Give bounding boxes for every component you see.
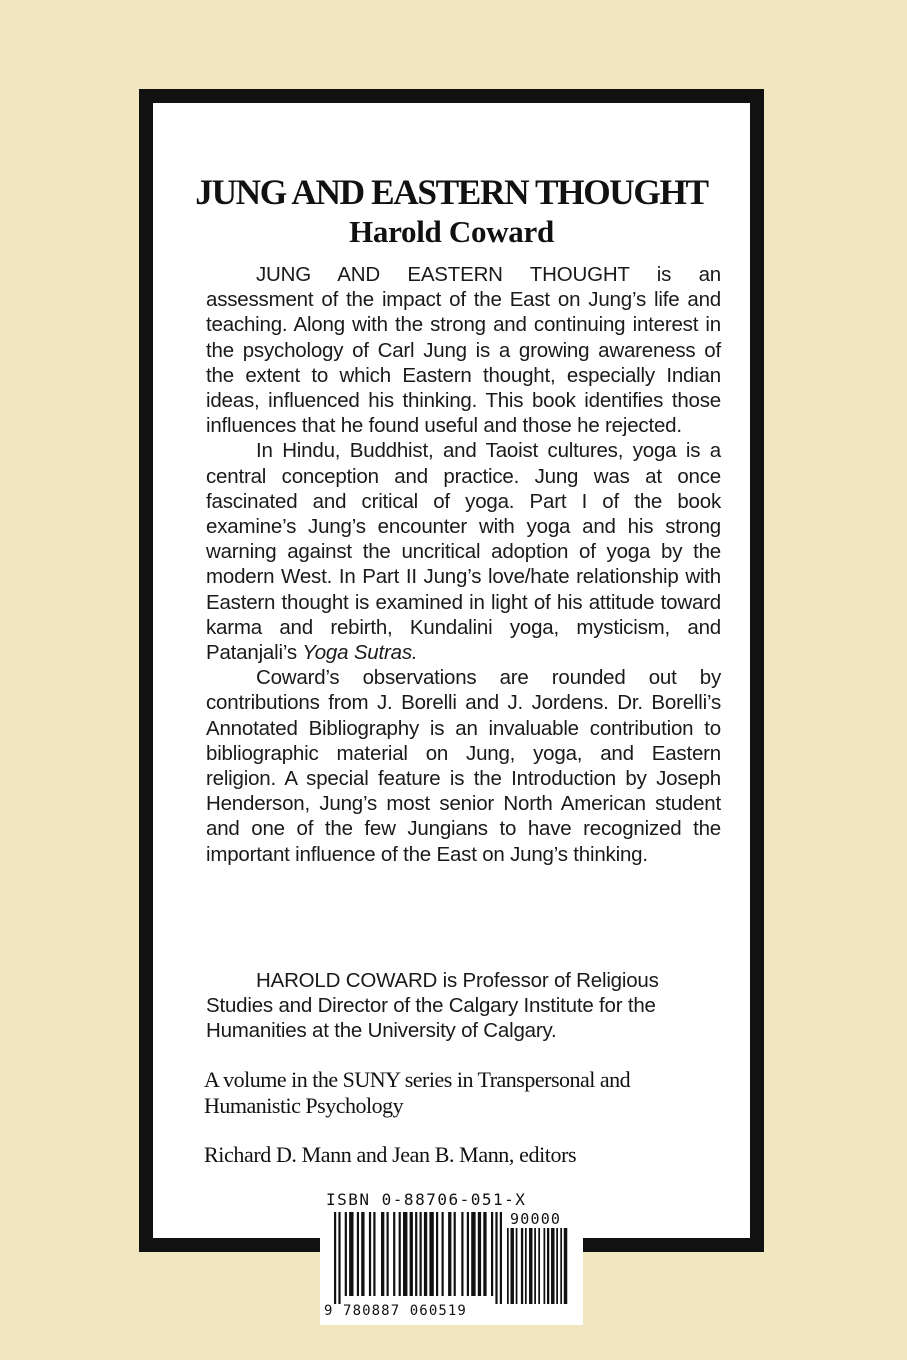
barcode-bar — [338, 1212, 340, 1304]
barcode-bar — [556, 1228, 558, 1304]
barcode-bar — [525, 1228, 527, 1304]
description-paragraph-2 — [206, 438, 721, 665]
barcode-bar — [516, 1228, 518, 1304]
barcode-bar — [521, 1228, 523, 1304]
book-description — [206, 262, 721, 867]
barcode-bar — [500, 1212, 502, 1304]
barcode-bar — [334, 1212, 336, 1304]
ean-barcode-bars — [334, 1212, 502, 1304]
series-editors: Richard D. Mann and Jean B. Mann, editors — [204, 1142, 577, 1167]
barcode-bar — [491, 1212, 493, 1296]
barcode-bar — [369, 1212, 371, 1296]
barcode-bar — [415, 1212, 417, 1296]
price-code: 90000 — [510, 1210, 562, 1228]
book-author: Harold Coward — [349, 214, 554, 249]
author-bio-text: HAROLD COWARD is Professor of Religious Studies and Director of the Calgary Institute for the Humanities at the University of Calgary. — [206, 969, 659, 1043]
barcode-bar — [461, 1212, 463, 1296]
barcode-bar — [547, 1228, 549, 1304]
cover-frame — [139, 89, 764, 1252]
barcode-bar — [510, 1228, 513, 1304]
barcode-block — [320, 1190, 583, 1325]
barcode-bar — [534, 1228, 536, 1304]
book-title: JUNG AND EASTERN THOUGHT — [195, 172, 708, 212]
barcode-bar — [357, 1212, 359, 1296]
barcode-bar — [349, 1212, 353, 1296]
description-paragraph-3: Coward’s observations are rounded out by contributions from J. Borelli and J. Jordens. Dr. Borelli’s Annotated Bibliography is an invaluable contribution to bibliographic material on Jung, yoga, and Eastern religion. A special feature is the Introduction by Joseph Henderson, Jung’s most senior North American student and one of the few Jungians to have recognized the important influence of the East on Jung’s thinking. — [206, 666, 721, 866]
barcode-bar — [495, 1212, 497, 1304]
barcode-bar — [429, 1212, 433, 1296]
barcode-bar — [551, 1228, 554, 1304]
description-paragraph-1: JUNG AND EASTERN THOUGHT is an assessment of the impact of the East on Jung’s life and teaching. Along with the strong and continuing interest in the psychology of Carl Jung is a growing awareness of the extent to which Eastern thought, especially Indian ideas, influenced his thinking. This book identifies those influences that he found useful and those he rejected. — [206, 263, 721, 438]
barcode-bar — [529, 1228, 532, 1304]
barcode-bar — [448, 1212, 451, 1296]
barcode-bar — [393, 1212, 395, 1296]
barcode-bar — [373, 1212, 375, 1296]
barcode-bar — [424, 1212, 427, 1296]
barcode-bar — [420, 1212, 422, 1296]
barcode-bar — [399, 1212, 401, 1296]
barcode-bar — [564, 1228, 567, 1304]
barcode-bar — [467, 1212, 469, 1296]
yoga-sutras-title: Yoga Sutras. — [302, 641, 418, 665]
barcode-bar — [471, 1212, 475, 1296]
price-addon-barcode-bars — [507, 1228, 569, 1312]
barcode-bar — [507, 1228, 509, 1304]
barcode-bar — [560, 1228, 562, 1304]
barcode-bar — [387, 1212, 389, 1296]
isbn-label: ISBN 0-88706-051-X — [326, 1190, 527, 1209]
barcode-bar — [442, 1212, 444, 1296]
author-bio — [206, 968, 721, 1044]
barcode-bar — [478, 1212, 481, 1296]
barcode-bar — [345, 1212, 347, 1296]
barcode-bar — [454, 1212, 456, 1296]
barcode-bar — [483, 1212, 486, 1296]
barcode-bar — [436, 1212, 438, 1296]
barcode-bar — [544, 1228, 546, 1304]
barcode-bar — [410, 1212, 413, 1296]
series-note: A volume in the SUNY series in Transpersonal and Humanistic Psychology — [204, 1067, 631, 1118]
cover-text-panel — [153, 103, 750, 1238]
ean-digits: 9 780887 060519 — [324, 1303, 467, 1319]
barcode-bar — [361, 1212, 364, 1296]
description-paragraph-2-text: In Hindu, Buddhist, and Taoist cultures, yoga is a central conception and practice. Jung was at once fascinated and critical of yoga. Part I of the book examine’s Jung’s encounter with yoga and his strong warning against the uncritical adoption of yoga by the modern West. In Part II Jung’s love/hate relationship with Eastern thought is examined in light of his attitude toward karma and rebirth, Kundalini yoga, mysticism, and Patanjali’s — [206, 439, 721, 665]
barcode-bar — [403, 1212, 407, 1296]
barcode-bar — [381, 1212, 384, 1296]
barcode-bar — [538, 1228, 540, 1304]
